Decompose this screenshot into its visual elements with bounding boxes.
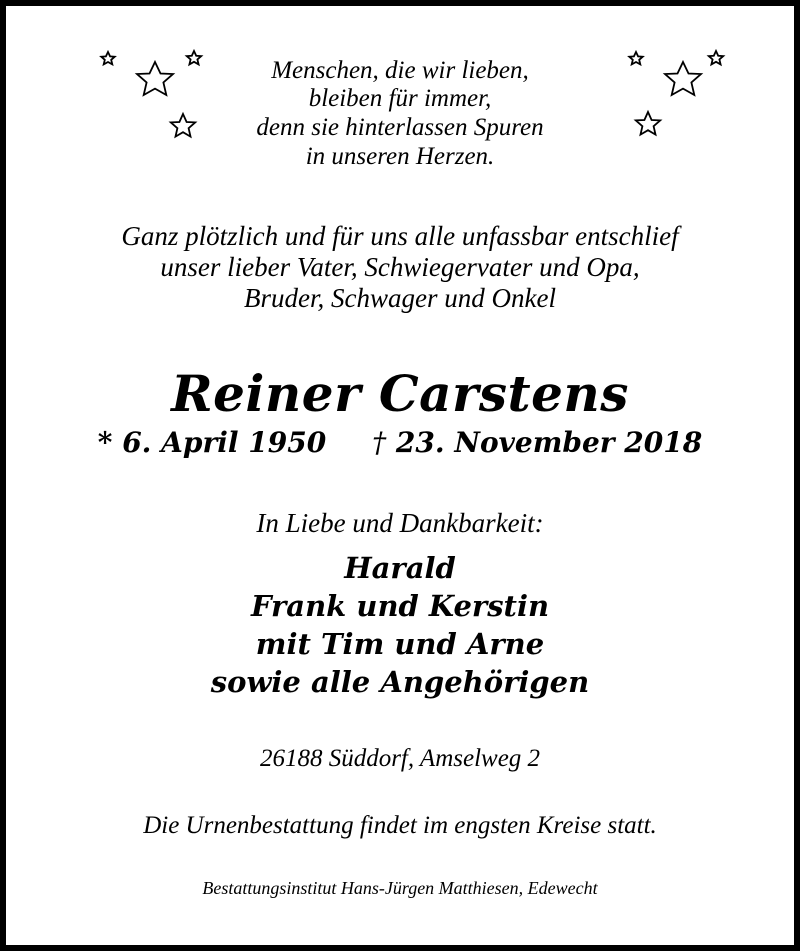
verse-line: in unseren Herzen. [305, 143, 495, 170]
death-date: 23. November 2018 [395, 426, 703, 459]
intro-line: unser lieber Vater, Schwiegervater und Opa, [160, 252, 640, 282]
thanks-line: In Liebe und Dankbarkeit: [256, 508, 544, 538]
deceased-name: Reiner Carstens [171, 364, 629, 423]
burial-note: Die Urnenbestattung findet im engsten Kreise statt. [143, 812, 657, 839]
family-line: sowie alle Angehörigen [210, 665, 590, 699]
verse-line: denn sie hinterlassen Spuren [256, 114, 544, 141]
cross-icon: † [372, 426, 387, 459]
intro-line: Ganz plötzlich und für uns alle unfassbar entschlief [121, 221, 679, 251]
life-dates [0, 426, 800, 460]
verse-line: Menschen, die wir lieben, [271, 57, 529, 84]
verse-line: bleiben für immer, [308, 85, 492, 112]
family-line: mit Tim und Arne [255, 627, 545, 661]
undertaker: Bestattungsinstitut Hans-Jürgen Matthiesen, Edewecht [202, 878, 598, 898]
address: 26188 Süddorf, Amselweg 2 [259, 745, 541, 772]
birth-date: * 6. April 1950 [97, 426, 327, 459]
intro-line: Bruder, Schwager und Onkel [244, 283, 556, 313]
family-line: Harald [344, 551, 456, 585]
family-line: Frank und Kerstin [250, 589, 550, 623]
